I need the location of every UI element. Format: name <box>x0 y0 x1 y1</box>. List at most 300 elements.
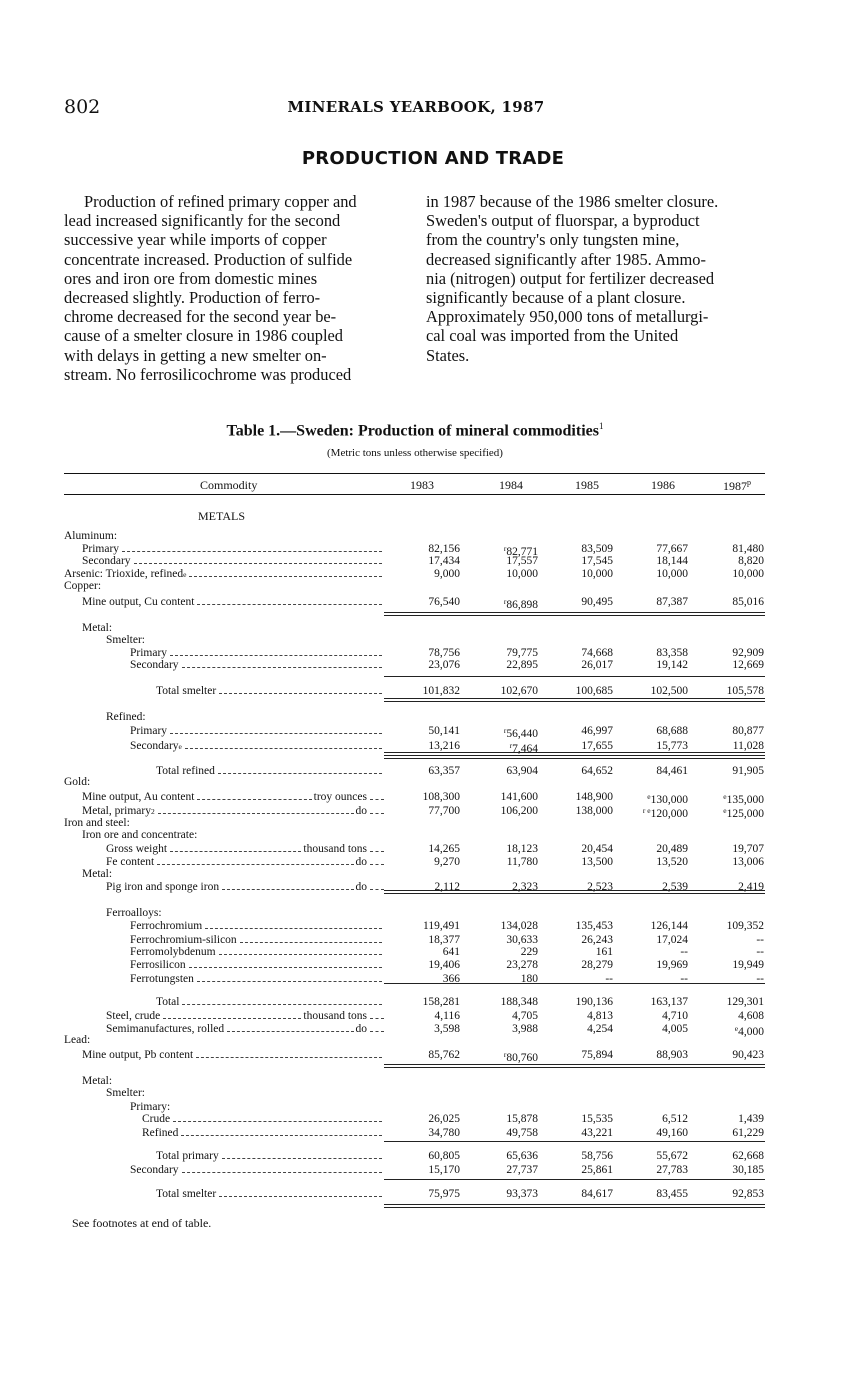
cell-value <box>390 805 460 817</box>
table-rule <box>384 1179 765 1180</box>
cell-value <box>694 959 764 971</box>
cell-value-text: 190,136 <box>575 996 613 1008</box>
cell-value-text: 88,903 <box>656 1049 688 1061</box>
cell-value-text: 25,861 <box>581 1164 613 1176</box>
dot-leader <box>370 863 384 865</box>
table-row <box>0 555 866 567</box>
dot-leader <box>222 1157 382 1159</box>
row-label <box>106 634 145 646</box>
cell-value-text: 91,905 <box>732 765 764 777</box>
value-footnote-mark: e <box>723 792 727 801</box>
cell-value-text: 126,144 <box>650 920 688 932</box>
cell-value-text: 102,500 <box>650 685 688 697</box>
cell-value-text: 19,406 <box>428 959 460 971</box>
row-label-text: Mine output, Cu content <box>82 596 195 608</box>
cell-value-text: 62,668 <box>732 1150 764 1162</box>
cell-value-text: 65,636 <box>506 1150 538 1162</box>
cell-value-text: 9,270 <box>434 856 460 868</box>
cell-value-text: 14,265 <box>428 843 460 855</box>
cell-value-text: 3,988 <box>512 1023 538 1035</box>
dot-leader <box>197 980 382 982</box>
body-line: cal coal was imported from the United <box>426 326 679 346</box>
row-label <box>130 934 384 946</box>
cell-value-text: 19,969 <box>656 959 688 971</box>
row-label-text: Semimanufactures, rolled <box>106 1023 225 1035</box>
cell-value-text: 4,710 <box>662 1010 688 1022</box>
cell-value-text: 17,024 <box>656 934 688 946</box>
cell-value <box>390 843 460 855</box>
cell-value-text: 19,142 <box>656 659 688 671</box>
dot-leader <box>158 812 354 814</box>
cell-value <box>468 1188 538 1200</box>
dot-leader <box>189 575 382 577</box>
cell-value <box>618 1188 688 1200</box>
cell-value-text: 10,000 <box>732 568 764 580</box>
row-label <box>130 1101 170 1113</box>
body-line: ores and iron ore from domestic mines <box>64 268 318 288</box>
body-line: States. <box>426 345 470 365</box>
table-double-rule <box>384 1064 765 1068</box>
dot-leader <box>370 888 384 890</box>
cell-value-text: 141,600 <box>500 791 538 803</box>
row-label <box>130 959 384 971</box>
table-row <box>0 1188 866 1200</box>
cell-value <box>390 959 460 971</box>
table-row <box>0 1010 866 1022</box>
cell-value-text: 85,016 <box>732 596 764 608</box>
cell-value-text: 49,758 <box>506 1127 538 1139</box>
cell-value-text: -- <box>680 973 688 985</box>
row-label-text: Aluminum: <box>64 530 118 542</box>
cell-value-text: 26,017 <box>581 659 613 671</box>
cell-value <box>618 996 688 1008</box>
cell-value-text: 148,900 <box>575 791 613 803</box>
cell-value-text: 15,170 <box>428 1164 460 1176</box>
cell-value <box>694 1010 764 1022</box>
cell-value <box>694 659 764 671</box>
cell-value-text: 17,557 <box>506 555 538 567</box>
dot-leader <box>170 654 382 656</box>
cell-value-text: 125,000 <box>726 808 764 820</box>
cell-value-text: -- <box>680 946 688 958</box>
row-label <box>142 1113 384 1125</box>
row-label-text: Gross weight <box>106 843 168 855</box>
row-label <box>82 596 384 608</box>
table-row <box>0 1127 866 1139</box>
cell-value-text: 15,878 <box>506 1113 538 1125</box>
row-label <box>82 868 112 880</box>
cell-value-text: 58,756 <box>581 1150 613 1162</box>
body-column-right <box>426 192 768 365</box>
table-row <box>0 1075 866 1087</box>
body-line: with delays in getting a new smelter on- <box>64 345 327 365</box>
row-unit: do <box>355 856 367 868</box>
cell-value <box>694 843 764 855</box>
cell-value <box>468 659 538 671</box>
cell-value-text: 10,000 <box>581 568 613 580</box>
cell-value-text: 79,775 <box>506 647 538 659</box>
cell-value <box>390 659 460 671</box>
preliminary-mark: p <box>747 478 751 487</box>
cell-value <box>390 1127 460 1139</box>
dot-leader <box>205 927 382 929</box>
table-row <box>0 530 866 542</box>
table-row <box>0 920 866 932</box>
row-label-text: Primary <box>82 543 120 555</box>
cell-value-text: 2,539 <box>662 881 688 893</box>
row-label-text: Primary <box>130 647 168 659</box>
cell-value-text: 92,853 <box>732 1188 764 1200</box>
value-footnote-mark: r e <box>642 806 651 815</box>
cell-value <box>694 934 764 946</box>
cell-value <box>390 685 460 697</box>
dot-leader <box>197 798 311 800</box>
cell-value-text: 76,540 <box>428 596 460 608</box>
dot-leader <box>189 966 382 968</box>
row-label-text: Ferromolybdenum <box>130 946 216 958</box>
value-footnote-mark: e <box>734 1024 739 1033</box>
cell-value <box>468 946 538 958</box>
cell-value <box>618 1127 688 1139</box>
row-label-text: Gold: <box>64 776 91 788</box>
cell-value <box>468 568 538 580</box>
cell-value-text: 180 <box>520 973 538 985</box>
body-line: cause of a smelter closure in 1986 coupled <box>64 326 344 346</box>
cell-value <box>468 843 538 855</box>
cell-value-text: 90,495 <box>581 596 613 608</box>
cell-value-text: 100,685 <box>575 685 613 697</box>
cell-value-text: 2,323 <box>512 881 538 893</box>
row-label <box>130 946 384 958</box>
cell-value-text: 82,771 <box>506 546 538 558</box>
table-double-rule <box>384 612 765 616</box>
cell-value-text: 27,737 <box>506 1164 538 1176</box>
row-label <box>130 647 384 659</box>
dot-leader <box>173 1120 382 1122</box>
dot-leader <box>370 1017 384 1019</box>
cell-value <box>694 543 764 555</box>
row-label-text: Iron and steel: <box>64 817 130 829</box>
table-rule <box>384 676 765 677</box>
cell-value <box>543 555 613 567</box>
row-label-text: Primary <box>130 725 168 737</box>
cell-value-text: 10,000 <box>506 568 538 580</box>
table-row <box>0 868 866 880</box>
dot-leader <box>222 888 353 890</box>
cell-value <box>543 920 613 932</box>
row-label <box>82 1049 384 1061</box>
cell-value-text: 15,773 <box>656 740 688 752</box>
table-title-text: Table 1.—Sweden: Production of mineral commodities <box>226 422 599 440</box>
table-row <box>0 711 866 723</box>
cell-value-text: 1,439 <box>738 1113 764 1125</box>
dot-leader <box>181 1134 382 1136</box>
cell-value-text: 135,000 <box>726 794 764 806</box>
cell-value <box>468 1113 538 1125</box>
row-label-text: Secondary <box>130 740 179 752</box>
row-label-text: Ferrosilicon <box>130 959 186 971</box>
row-label <box>106 1087 145 1099</box>
dot-leader <box>182 1171 382 1173</box>
cell-value <box>694 856 764 868</box>
row-label <box>106 881 384 893</box>
row-label <box>64 817 130 829</box>
cell-value <box>390 1113 460 1125</box>
cell-value <box>694 1150 764 1162</box>
table-rule <box>384 1141 765 1142</box>
value-footnote-mark: r <box>503 597 507 606</box>
table-row <box>0 791 866 806</box>
cell-value <box>618 725 688 737</box>
value-footnote-mark: e <box>647 792 651 801</box>
col-header-1986: 1986 <box>651 478 675 492</box>
table-row <box>0 622 866 634</box>
body-line: chrome decreased for the second year be- <box>64 307 337 327</box>
col-header-1987 <box>723 478 751 494</box>
dot-leader <box>163 1017 301 1019</box>
cell-value <box>468 1164 538 1176</box>
cell-value-text: 46,997 <box>581 725 613 737</box>
cell-value-text: 4,000 <box>738 1026 764 1038</box>
cell-value-text: 61,229 <box>732 1127 764 1139</box>
cell-value <box>694 1113 764 1125</box>
dot-leader <box>219 692 382 694</box>
col-header-1983: 1983 <box>410 478 434 492</box>
row-label <box>82 543 384 555</box>
cell-value-text: 75,975 <box>428 1188 460 1200</box>
dot-leader <box>134 562 382 564</box>
cell-value <box>694 1049 764 1061</box>
cell-value <box>543 1113 613 1125</box>
dot-leader <box>240 941 382 943</box>
cell-value-text: -- <box>756 934 764 946</box>
cell-value-text: 13,006 <box>732 856 764 868</box>
cell-value-text: 4,608 <box>738 1010 764 1022</box>
row-label <box>142 1127 384 1139</box>
row-unit: thousand tons <box>303 843 367 855</box>
cell-value <box>468 920 538 932</box>
col-header-1987-year: 1987 <box>723 479 747 493</box>
cell-value-text: 17,545 <box>581 555 613 567</box>
cell-value <box>694 920 764 932</box>
cell-value <box>618 685 688 697</box>
row-label <box>82 829 197 841</box>
cell-value <box>390 1164 460 1176</box>
cell-value <box>543 659 613 671</box>
cell-value-text: 6,512 <box>662 1113 688 1125</box>
page-header <box>64 96 768 126</box>
row-label-text: Primary: <box>130 1101 171 1113</box>
cell-value-text: 11,028 <box>732 740 764 752</box>
table-row <box>0 1087 866 1099</box>
row-label-text: Total smelter <box>156 1188 217 1200</box>
col-header-1985: 1985 <box>575 478 599 492</box>
table-subtitle: (Metric tons unless otherwise specified) <box>327 447 503 459</box>
cell-value-text: 229 <box>520 946 538 958</box>
row-label <box>130 920 384 932</box>
table-title <box>0 421 830 440</box>
cell-value-text: 119,491 <box>423 920 460 932</box>
cell-value-text: 366 <box>442 973 460 985</box>
cell-value-text: 63,904 <box>506 765 538 777</box>
cell-value <box>618 568 688 580</box>
table-row <box>0 543 866 558</box>
running-title: MINERALS YEARBOOK, 1987 <box>287 98 545 116</box>
body-line: from the country's only tungsten mine, <box>426 230 680 250</box>
cell-value-text: 10,000 <box>656 568 688 580</box>
cell-value <box>543 568 613 580</box>
table-row <box>0 1049 866 1064</box>
cell-value <box>468 791 538 803</box>
cell-value-text: 641 <box>442 946 460 958</box>
cell-value <box>618 946 688 958</box>
table-row <box>0 996 866 1008</box>
row-label <box>64 1034 90 1046</box>
cell-value <box>618 1010 688 1022</box>
row-label <box>130 725 384 737</box>
row-label-text: Mine output, Pb content <box>82 1049 194 1061</box>
table-top-rule <box>64 473 765 474</box>
row-label-text: Metal: <box>82 622 113 634</box>
cell-value-text: 13,216 <box>428 740 460 752</box>
table-row <box>0 647 866 659</box>
cell-value-text: 129,301 <box>726 996 764 1008</box>
cell-value <box>543 791 613 803</box>
cell-value <box>618 791 688 806</box>
row-label-text: Secondary <box>130 1164 179 1176</box>
row-label-text: Lead: <box>64 1034 91 1046</box>
cell-value <box>618 934 688 946</box>
table-row <box>0 856 866 868</box>
cell-value-text: 8,820 <box>738 555 764 567</box>
row-label-text: Fe content <box>106 856 155 868</box>
dot-leader <box>185 747 382 749</box>
row-label <box>106 1010 384 1022</box>
cell-value-text: 163,137 <box>650 996 688 1008</box>
cell-value-text: 106,200 <box>500 805 538 817</box>
row-label-text: Total <box>156 996 180 1008</box>
row-label <box>106 711 146 723</box>
row-label <box>64 580 101 592</box>
cell-value-text: 17,434 <box>428 555 460 567</box>
dot-leader <box>182 666 382 668</box>
dot-leader <box>197 603 382 605</box>
cell-value-text: 82,156 <box>428 543 460 555</box>
cell-value <box>390 596 460 608</box>
table-row <box>0 740 866 755</box>
cell-value <box>390 647 460 659</box>
table-row <box>0 659 866 671</box>
cell-value-text: 23,278 <box>506 959 538 971</box>
row-label <box>130 659 384 671</box>
cell-value <box>543 740 613 752</box>
cell-value-text: 63,357 <box>428 765 460 777</box>
label-footnote-mark: 2 <box>150 807 155 816</box>
table-row <box>0 1164 866 1176</box>
cell-value <box>390 996 460 1008</box>
cell-value-text: 7,464 <box>512 743 538 755</box>
cell-value-text: 27,783 <box>656 1164 688 1176</box>
row-label <box>156 1188 384 1200</box>
row-label-text: Total smelter <box>156 685 217 697</box>
cell-value-text: 50,141 <box>428 725 460 737</box>
cell-value <box>468 647 538 659</box>
dot-leader <box>170 850 301 852</box>
row-label <box>130 973 384 985</box>
cell-value <box>694 596 764 608</box>
cell-value <box>694 1188 764 1200</box>
row-label-text: Refined: <box>106 711 146 723</box>
dot-leader <box>218 772 382 774</box>
cell-value <box>468 1127 538 1139</box>
cell-value <box>390 920 460 932</box>
label-footnote-mark: e <box>183 570 187 579</box>
cell-value-text: 4,705 <box>512 1010 538 1022</box>
cell-value-text: 64,652 <box>581 765 613 777</box>
body-line: significantly because of a plant closure. <box>426 288 686 308</box>
cell-value <box>390 1049 460 1061</box>
cell-value <box>390 725 460 737</box>
cell-value <box>543 685 613 697</box>
body-line: Sweden's output of fluorspar, a byproduct <box>426 211 700 231</box>
cell-value <box>618 920 688 932</box>
cell-value-text: 11,780 <box>506 856 538 868</box>
cell-value <box>390 1188 460 1200</box>
cell-value <box>468 596 538 611</box>
table-header-rule <box>64 494 765 495</box>
cell-value-text: 18,123 <box>506 843 538 855</box>
cell-value <box>618 740 688 752</box>
cell-value-text: 77,667 <box>656 543 688 555</box>
row-label-text: Metal: <box>82 1075 113 1087</box>
cell-value <box>543 647 613 659</box>
row-label-text: Secondary <box>82 555 131 567</box>
cell-value-text: -- <box>756 973 764 985</box>
body-line: successive year while imports of copper <box>64 230 327 250</box>
cell-value <box>618 596 688 608</box>
cell-value <box>468 856 538 868</box>
body-line: nia (nitrogen) output for fertilizer decreased <box>426 268 715 288</box>
cell-value <box>543 1127 613 1139</box>
cell-value-text: 13,520 <box>656 856 688 868</box>
row-label-text: Smelter: <box>106 634 145 646</box>
cell-value <box>390 543 460 555</box>
row-label-text: Arsenic: Trioxide, refined <box>64 568 184 580</box>
row-label-text: Secondary <box>130 659 179 671</box>
table-row <box>0 843 866 855</box>
cell-value <box>543 946 613 958</box>
table-row <box>0 907 866 919</box>
cell-value-text: 84,617 <box>581 1188 613 1200</box>
body-line: in 1987 because of the 1986 smelter closure. <box>426 192 719 211</box>
cell-value <box>468 1010 538 1022</box>
cell-value-text: 83,358 <box>656 647 688 659</box>
cell-value <box>618 1049 688 1061</box>
cell-value <box>694 725 764 737</box>
cell-value-text: -- <box>756 946 764 958</box>
table-row <box>0 568 866 580</box>
dot-leader <box>370 1030 384 1032</box>
dot-leader <box>122 550 382 552</box>
table-double-rule <box>384 890 765 894</box>
cell-value-text: 15,535 <box>581 1113 613 1125</box>
cell-value-text: 77,700 <box>428 805 460 817</box>
cell-value-text: 20,489 <box>656 843 688 855</box>
cell-value-text: 80,760 <box>506 1052 538 1064</box>
col-header-1984: 1984 <box>499 478 523 492</box>
cell-value-text: 43,221 <box>581 1127 613 1139</box>
cell-value <box>390 934 460 946</box>
